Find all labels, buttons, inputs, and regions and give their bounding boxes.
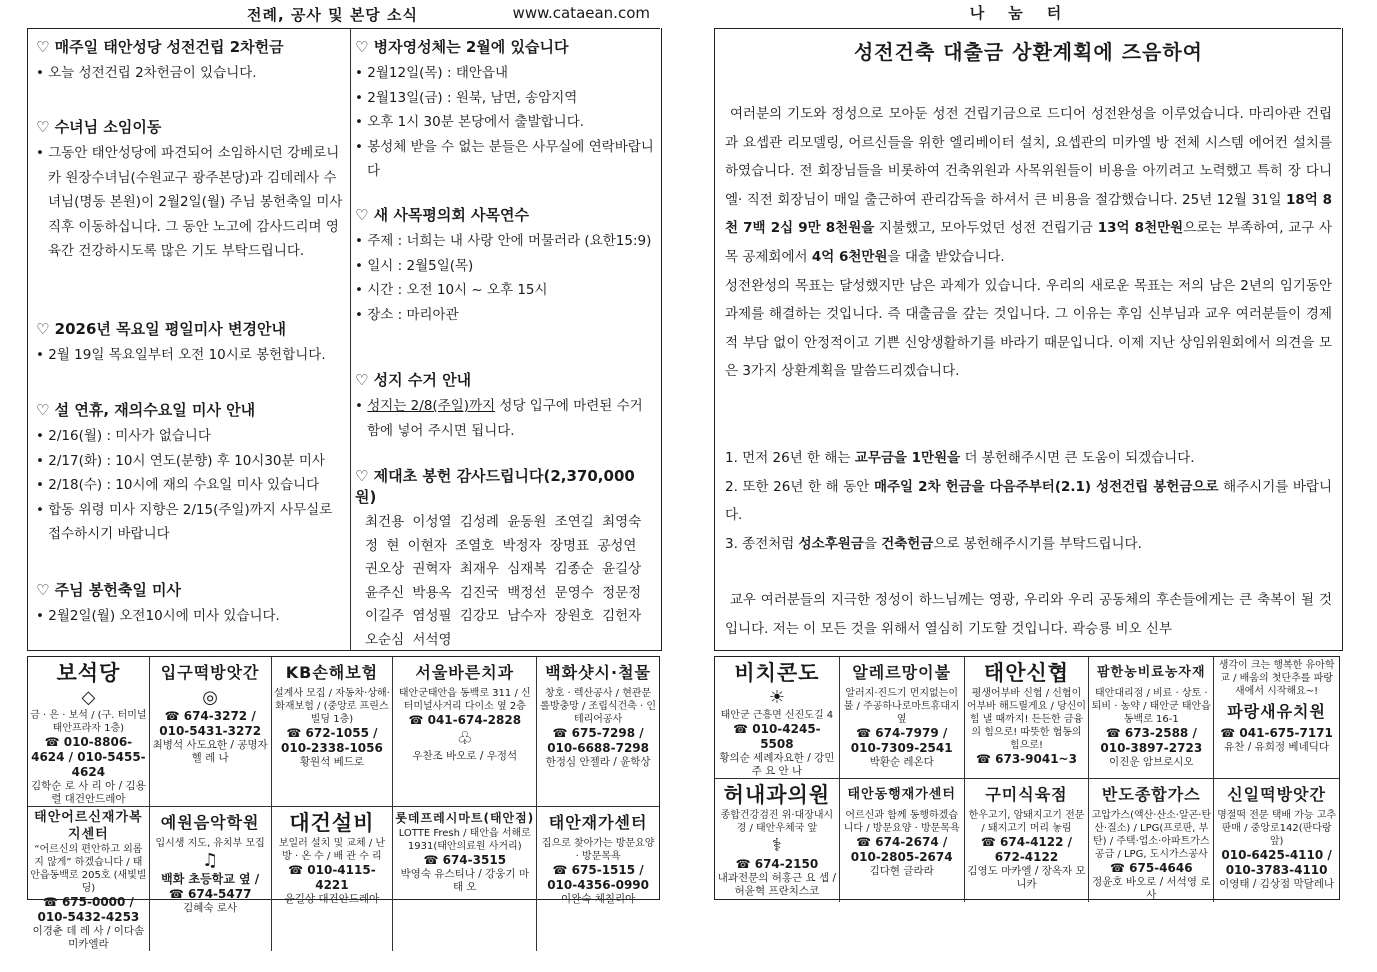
ad-owner: 이완숙 체칠리아 <box>560 893 636 905</box>
ad-clinic <box>715 779 840 902</box>
ad-owner: 이영태 / 김상점 막달레나 <box>1219 878 1335 890</box>
article-bold: 13억 8천만원 <box>1097 220 1184 237</box>
ad-name: 입구떡방앗간 <box>160 663 260 682</box>
ad-tel: 백화 초등학교 옆 / ☎ 674-5477 <box>161 872 260 901</box>
ad-sub: 고압가스(액산·산소·알곤·탄산·질소) / LPG(프로판, 부탄) / 주택·업소·아파트가스 공급 / LPG, 도시가스공사 <box>1091 810 1212 860</box>
ad-name: 서울바른치과 <box>415 663 515 682</box>
ad-tel: ☎ 010-4115-4221 <box>288 863 376 892</box>
article-bold: 18억 8천 7백 2십 9만 8천원을 <box>725 191 1333 237</box>
ad-owner: 김다현 글라라 <box>869 865 934 877</box>
ad-sub: 창호 · 렉산공사 / 현관문 롤방충망 / 조립식건축 · 인테리어공사 <box>540 688 657 725</box>
notice-second-collection <box>36 36 344 86</box>
plan-item-2 <box>725 473 1332 530</box>
article-text: 2. 또한 26년 한 해 동안 <box>725 478 874 495</box>
ad-sub: LOTTE Fresh / 태안읍 서해로 1931(태안의료원 사거리) <box>398 828 531 852</box>
ad-sub: 보일러 설치 및 교체 / 난 방 · 온 수 / 배 관 수 리 <box>278 838 386 862</box>
notice-item: • 오후 1시 30분 본당에서 출발합니다. <box>355 110 655 135</box>
ad-tel: ☎ 675-0000 / 010-5432-4253 <box>37 895 140 924</box>
right-header <box>714 0 1341 29</box>
ad-sub: 금 · 은 · 보석 / (구. 터미널 태안프라자 1층) <box>30 710 147 734</box>
ad-sub: 입시생 지도, 유치부 모집 <box>155 838 265 849</box>
notice-council-training <box>355 204 655 327</box>
ad-name: 신일떡방앗간 <box>1227 785 1326 804</box>
ad-owner: 한정심 안젤라 / 윤학상 <box>545 756 651 768</box>
ad-tel: ☎ 674-2150 <box>735 857 819 871</box>
article-bold: 매주일 2차 헌금을 다음주부터(2.1) 성전건립 봉헌금으로 <box>873 478 1219 495</box>
ad-name: 태안동행재가센터 <box>847 787 956 802</box>
ad-name: 파랑새유치원 <box>1227 702 1326 721</box>
ad-plumbing <box>272 807 394 951</box>
notice-item: • 2/18(수) : 10시에 재의 수요일 미사 있습니다 <box>36 473 344 498</box>
ad-tel: ☎ 674-3272 / 010-5431-3272 <box>159 709 262 738</box>
website-url[interactable]: www.cataean.com <box>512 4 650 22</box>
left-header <box>27 0 660 29</box>
notice-column-right <box>350 28 661 650</box>
right-header-title: 나눔터 <box>969 4 1086 22</box>
article-paragraph-2: 성전완성의 목표는 달성했지만 남은 과제가 있습니다. 우리의 새로운 목표는 저의 남은 2년의 임기동안 과제를 해결하는 것입니다. 즉 대출금을 갚는 것입니다. 그 이유는 후임 신부님과 교우 여러분들이 경제적 부담 없이 안정적이고 기쁜 신앙생활하기를 바라기 때문입니다. 이제 지난 상임위원회에서 의견을 모은 3가지 상환계획을 말씀드리겠습니다. <box>725 277 1332 380</box>
ad-owner: 정윤호 바오로 / 서석영 로 사 <box>1092 876 1211 901</box>
ad-insurance <box>272 657 394 807</box>
ad-tel: ☎ 010-8806-4624 / 010-5455-4624 <box>31 735 146 779</box>
article-title: 성전건축 대출금 상환계획에 즈음하여 <box>853 40 1203 64</box>
notice-sick-communion <box>355 36 655 184</box>
notice-title: ♡ 수녀님 소임이동 <box>36 118 162 136</box>
notice-item: • 2월13일(금) : 원북, 남면, 송암지역 <box>355 86 655 111</box>
ad-name: 태안신협 <box>983 661 1070 685</box>
ad-name: 태안어르신재가복지센터 <box>34 810 143 842</box>
ad-owner: 우찬조 바오로 / 우정석 <box>412 750 518 762</box>
left-page <box>27 0 660 950</box>
notice-item: • 일시 : 2월5일(목) <box>355 254 655 279</box>
notice-altar-candle-donors <box>355 465 655 652</box>
ad-name: 반도종합가스 <box>1101 785 1201 804</box>
ad-owner: 박환순 레온다 <box>869 756 934 768</box>
notice-item: • 2/17(화) : 10시 연도(분향) 후 10시30분 미사 <box>36 449 344 474</box>
ad-owner: 이진운 암브로시오 <box>1109 756 1194 768</box>
ad-owner: 황의순 세례자요한 / 강민주 요 안 나 <box>719 752 835 777</box>
notice-item: • 봉성체 받을 수 없는 분들은 사무실에 연락바랍니다 <box>355 135 655 184</box>
article-text: 을 대출 받았습니다. <box>887 248 1005 265</box>
ad-elder-care <box>28 807 150 951</box>
article-frame <box>714 28 1343 651</box>
notice-sister-transfer <box>36 116 344 264</box>
ad-name: 비치콘도 <box>734 661 820 685</box>
ad-sub: “어르신의 편안하고 외롭지 않게” 하겠습니다 / 태안읍동백로 205호 (새빛빌딩) <box>30 844 147 894</box>
ad-owner: 김학순 로 사 리 아 / 김용렬 대건안드레아 <box>30 780 146 805</box>
article-text: 더 봉헌해주시면 큰 도움이 되겠습니다. <box>960 450 1195 466</box>
ad-rice-mill <box>150 657 272 807</box>
ad-hardware <box>537 657 659 807</box>
notice-title: ♡ 매주일 태안성당 성전건립 2차헌금 <box>36 38 284 56</box>
notice-title: ♡ 성지 수거 안내 <box>355 371 472 389</box>
article-text: 여러분의 기도와 정성으로 모아둔 성전 건립기금으로 드디어 성전완성을 이루었습니다. 마리아관 건립과 요셉관 리모델링, 어르신들을 위한 엘리베이터 설치, 요셉관의 미카엘 방 전체 시스템 에어컨 설치를 하였습니다. 전 회장님들을 비롯하여 건축위원과 사목위원들이 비용을 아끼려고 노력했고 특히 장 다니엘· 직전 회장님이 매일 출근하여 관리감독을 하셔서 큰 비용을 절감했습니다. 25년 12월 31일 <box>725 106 1332 208</box>
notice-item: • 2/16(월) : 미사가 없습니다 <box>36 424 344 449</box>
ad-owner: 김혜숙 로사 <box>183 902 238 914</box>
ad-sub: 명절떡 전문 택배 가능 고추 판매 / 중앙로142(판다랑 앞) <box>1217 810 1337 847</box>
rice-cake-icon: ◎ <box>202 687 219 708</box>
donor-row: 최건용 이성열 김성례 윤동원 조연길 최영숙 <box>365 514 642 530</box>
ad-tel: ☎ 675-1515 / 010-4356-0990 <box>547 863 650 892</box>
notice-column-left <box>32 28 350 650</box>
plan-item-3 <box>725 530 1332 559</box>
ad-name: 알레르망이불 <box>852 663 952 682</box>
notice-item: • 장소 : 마리아관 <box>355 303 655 328</box>
notice-item: • 오늘 성전건립 2차헌금이 있습니다. <box>36 61 344 86</box>
ad-tel: ☎ 674-4122 / 672-4122 <box>980 835 1073 864</box>
article-bold: 4억 6천만원 <box>811 248 888 265</box>
article-text: 을 <box>863 535 882 552</box>
ad-bedding <box>840 657 965 779</box>
donor-row: 이길주 염성필 김강모 남수자 장원호 김헌자 <box>365 608 642 624</box>
ad-sub: 집으로 찾아가는 방문요양 · 방문목욕 <box>541 838 655 862</box>
ad-owner: 박영숙 유스티나 / 강웅기 마 태 오 <box>400 868 529 893</box>
article-text: 해주시기를 바랍니다. <box>725 478 1333 524</box>
ad-tel: ☎ 041-674-2828 <box>408 713 522 727</box>
notice-text: 성당 입구에 마련된 수거함에 넣어 주시면 됩니다. <box>367 398 643 439</box>
notice-presentation-mass <box>36 579 344 629</box>
piano-icon: ♫ <box>202 850 219 871</box>
ad-sub: 설계사 모집 / 자동차·상해·화재보험 / (중앙로 프린스빌딩 1층) <box>274 688 390 725</box>
caduceus-icon: ⚕ <box>772 835 782 856</box>
donor-names <box>355 511 655 652</box>
ad-sub: 평생어부바 신협 / 신협이 어부바 해드릴게요 / 당신이 힘 낼 때까지! 든든한 금융의 힘으로! 따뜻한 협동의 힘으로! <box>966 688 1087 751</box>
plan-item-1 <box>725 444 1332 473</box>
notice-item: • 주제 : 너희는 내 사랑 안에 머물러라 (요한15:9) <box>355 229 655 254</box>
ad-dental <box>393 657 537 807</box>
ad-owner: 윤길상 대건안드레아 <box>284 893 380 905</box>
ad-tel: ☎ 674-2674 / 010-2805-2674 <box>850 835 953 864</box>
ads-grid-left <box>27 656 660 950</box>
donor-row: 오순심 서석영 <box>365 631 452 648</box>
article-text: 지불했고, 모아두었던 성전 건립기금 <box>874 220 1098 237</box>
article-plan-list <box>725 444 1332 558</box>
ad-tel: ☎ 673-9041~3 <box>976 752 1077 766</box>
ad-fertilizer <box>1089 657 1214 779</box>
notice-underline: 성지는 2/8(주일)까지 <box>367 398 496 414</box>
ad-condo <box>715 657 840 779</box>
ad-sub: 생각이 크는 행복한 유아학교 / 배움의 첫단추를 파랑새에서 시작해요~! <box>1218 660 1335 697</box>
ad-butcher <box>965 779 1090 902</box>
ad-tel: ☎ 673-2588 / 010-3897-2723 <box>1100 726 1203 755</box>
ad-name: 롯데프레시마트(태안점) <box>395 811 535 825</box>
ad-tel: 010-6425-4110 / 010-3783-4110 <box>1221 848 1332 877</box>
ad-name: 백화샷시·철물 <box>545 663 652 682</box>
donor-row: 권오상 권혁자 최재우 심재복 김종순 윤길상 <box>365 561 642 577</box>
ad-tel: ☎ 674-3515 <box>423 853 507 867</box>
ad-sub: 태안군 근흥면 신진도길 4 <box>720 710 834 721</box>
ad-owner: 이경춘 데 레 사 / 이다솜 미카엘라 <box>32 925 145 950</box>
notice-title: ♡ 2026년 목요일 평일미사 변경안내 <box>36 320 286 338</box>
notice-item: • 2월2일(월) 오전10시에 미사 있습니다. <box>36 604 344 629</box>
diamond-icon: ◇ <box>81 687 96 708</box>
article-bold: 건축헌금 <box>881 535 934 552</box>
ad-gas <box>1089 779 1214 902</box>
notice-palm-collection <box>355 369 655 443</box>
ad-owner: 황원석 베드로 <box>299 756 365 768</box>
notice-holiday-mass <box>36 399 344 547</box>
ad-sub: 한우고기, 암돼지고기 전문 / 돼지고기 머리 놓림 <box>968 810 1085 834</box>
notice-item: • 2월12일(목) : 태안읍내 <box>355 61 655 86</box>
article-text: 1. 먼저 26년 한 해는 <box>725 450 855 466</box>
article-text: 으로는 부족하여, 교구 사목 공제회에서 <box>725 220 1333 265</box>
ad-owner: 김영도 마카엘 / 장옥자 모니카 <box>967 865 1086 890</box>
ads-grid-right <box>714 656 1340 900</box>
notice-item: • 합동 위령 미사 지향은 2/15(주일)까지 사무실로 접수하시기 바랍니다 <box>36 498 344 547</box>
donor-row: 윤주신 박용옥 김진국 백정선 문영수 정문정 <box>365 584 642 601</box>
ad-companion-care <box>840 779 965 902</box>
ad-name: 태안재가센터 <box>548 813 648 832</box>
ad-name: 대건설비 <box>289 811 375 835</box>
ad-credit-union <box>965 657 1090 779</box>
article-closing <box>725 586 1332 643</box>
notice-item: • 시간 : 오전 10시 ~ 오후 15시 <box>355 278 655 303</box>
ad-music-academy <box>150 807 272 951</box>
ad-sub: 어르신과 함께 동행하겠습니다 / 방문요양 · 방문목욕 <box>843 810 960 834</box>
ad-sub: 태안군태안읍 동백로 311 / 신터미널사거리 다이소 옆 2층 <box>398 688 531 712</box>
ad-name: 예원음악학원 <box>160 813 260 832</box>
tooth-icon: ♧ <box>456 728 473 749</box>
ad-tel: ☎ 675-7298 / 010-6688-7298 <box>547 726 650 755</box>
article-paragraph-1 <box>725 100 1332 386</box>
notice-title: ♡ 주님 봉헌축일 미사 <box>36 581 182 599</box>
ad-name: 구미식육점 <box>985 785 1068 804</box>
ad-owner: 내과전문의 허홍근 요 셉 / 허윤혁 프란치스코 <box>717 872 837 897</box>
ad-sub: 알러지·진드기 먼지없는이불 / 주공하나로마트휴대지 옆 <box>843 688 960 725</box>
ad-owner: 최병석 사도요한 / 공명자 헬 레 나 <box>152 739 268 764</box>
ad-tel: ☎ 672-1055 / 010-2338-1056 <box>281 726 383 755</box>
ad-name: 팜한농비료농자재 <box>1097 665 1206 680</box>
article-text: 으로 봉헌해주시기를 부탁드립니다. <box>933 535 1142 552</box>
ad-tel: ☎ 674-7979 / 010-7309-2541 <box>850 726 953 755</box>
right-page <box>714 0 1341 901</box>
notice-thursday-mass <box>36 318 344 368</box>
notice-item <box>355 394 655 443</box>
article-bold: 성소후원금 <box>798 535 864 552</box>
notice-frame <box>27 28 662 651</box>
notice-title: ♡ 새 사목평의회 사목연수 <box>355 206 530 224</box>
ad-mart <box>393 807 537 951</box>
notice-title: ♡ 제대초 봉헌 감사드립니다(2,370,000원) <box>355 467 635 506</box>
donor-row: 정 현 이현자 조열호 박정자 장명표 공성연 <box>365 537 637 554</box>
ad-name: 허내과의원 <box>723 783 831 807</box>
notice-title: ♡ 병자영성체는 2월에 있습니다 <box>355 38 569 56</box>
ad-sub: 태안대리점 / 비료 · 상토 · 퇴비 · 농약 / 태안군 태안읍 동백로 16-1 <box>1091 688 1211 725</box>
ad-sub: 종합건강검진 위·대장내시경 / 태안우체국 앞 <box>720 810 834 834</box>
ad-rice-mill-2 <box>1214 779 1339 902</box>
article-text: 3. 종전처럼 <box>725 535 799 552</box>
article-text: 교우 여러분들의 지극한 정성이 하느님께는 영광, 우리와 우리 공동체의 후손들에게는 큰 축복이 될 것입니다. 저는 이 모든 것을 위해서 열심히 기도할 것입니다. 곽승룡 비오 신부 <box>725 592 1332 637</box>
ad-owner: 유찬 / 유희정 베네딕다 <box>1224 741 1330 753</box>
beach-icon: ☀ <box>768 687 785 708</box>
article-bold: 교무금을 1만원을 <box>854 450 961 466</box>
ad-tel: ☎ 010-4245-5508 <box>733 722 821 751</box>
notice-item: • 2월 19일 목요일부터 오전 10시로 봉헌합니다. <box>36 343 344 368</box>
ad-jewelry <box>28 657 150 807</box>
left-header-title: 전례, 공사 및 본당 소식 <box>247 6 418 24</box>
ad-name: 보석당 <box>56 661 121 685</box>
ad-name: KB손해보험 <box>285 663 379 682</box>
ad-kindergarten <box>1214 657 1339 779</box>
ad-tel: ☎ 675-4646 <box>1110 861 1193 875</box>
notice-title: ♡ 설 연휴, 재의수요일 미사 안내 <box>36 401 256 419</box>
ad-home-care <box>537 807 659 951</box>
ad-tel: ☎ 041-675-7171 <box>1220 726 1333 740</box>
notice-item: • 그동안 태안성당에 파견되어 소임하시던 강베로니카 원장수녀님(수원교구 광주본당)과 김데레사 수녀님(명동 본원)이 2월2일(월) 주님 봉헌축일 미사 직후 이동하십니다. 그 동안 노고에 감사드리며 영육간 건강하시도록 많은 기도 부탁드립니다. <box>36 141 344 264</box>
